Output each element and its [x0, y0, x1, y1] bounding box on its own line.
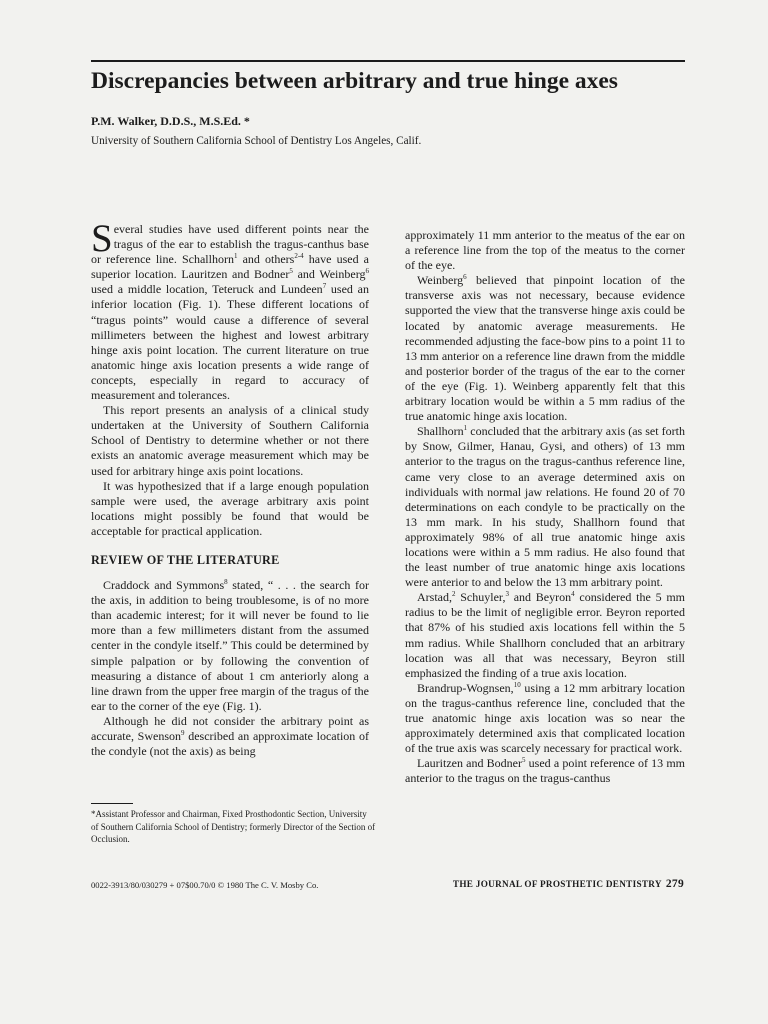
- author-footnote-mark: *: [243, 114, 250, 128]
- body-paragraph: It was hypothesized that if a large enough population sample were used, the average arbitrary axis point locations might possibly be found that would be acceptable for practical application.: [91, 478, 369, 538]
- top-rule: [91, 60, 685, 62]
- citation-ref: 7: [322, 282, 327, 291]
- intro-paragraph: Several studies have used different points near the tragus of the ear to establish the tragus-canthus base or reference line. Schallhorn$^1$ and others$^{2-4}$ have used a superior location. Lauritzen and Bodner$^5$ and Weinberg$^6$ used a middle location, Teteruck and Lundeen$^7$ used an inferior location (Fig. 1). These different locations of “tragus points” would cause a difference of several millimeters between the highest and lowest arbitrary hinge axis point location. The current literature on true anatomic hinge axis location presents a wide range of concepts, especially in regard to accuracy of measurement and tolerances.: [91, 217, 370, 403]
- journal-name: THE JOURNAL OF PROSTHETIC DENTISTRY: [452, 879, 662, 889]
- author-footnote: *Assistant Professor and Chairman, Fixed Prosthodontic Section, University of Southern California School of Dentistry; formerly Director of the Section of Occlusion.: [91, 809, 376, 844]
- author-line: [91, 113, 250, 129]
- copyright-line: 0022-3913/80/030279 + 07$00.70/0 © 1980 The C. V. Mosby Co.: [91, 880, 319, 890]
- body-paragraph: Although he did not consider the arbitrary point as accurate, Swenson$^9$ described an approximate location of the condyle (not the axis) as being: [91, 713, 370, 759]
- citation-ref: 6: [365, 267, 369, 276]
- footnote-rule: [91, 803, 133, 804]
- citation-ref: 2-4: [294, 252, 304, 261]
- right-column: [405, 228, 685, 786]
- body-paragraph: approximately 11 mm anterior to the meatus of the ear on a reference line from the top of the meatus to the corner of the eye.: [405, 228, 685, 273]
- citation-ref: 10: [513, 680, 521, 689]
- drop-cap: S: [91, 217, 113, 260]
- citation-ref: 8: [224, 578, 228, 587]
- author-affiliation: University of Southern California School of Dentistry Los Angeles, Calif.: [91, 135, 422, 147]
- section-heading: REVIEW OF THE LITERATURE: [91, 552, 280, 567]
- citation-ref: 4: [571, 590, 575, 599]
- citation-ref: 5: [521, 756, 526, 765]
- body-paragraph: Craddock and Symmons$^8$ stated, “ . . . the search for the axis, in addition to being troublesome, is of no more than academic interest; for it will never be found to lie more than a few millimeters distant from the assumed center in the condyle itself.” This could be determined by simple palpation or by following the convention of measuring a distance of about 1 cm anteriorly along a line drawn from the upper free margin of the tragus of the ear to the corner of the eye (Fig. 1).: [91, 578, 369, 713]
- body-paragraph: Arstad,$^2$ Schuyler,$^3$ and Beyron$^4$ considered the 5 mm radius to be the limit of negligible error. Beyron reported that 87% of his studied axis locations fell within the 5 mm radius. While Shallhorn concluded that an arbitrary location was all that was necessary, Beyron still emphasized the finding of a true axis location.: [405, 590, 686, 680]
- body-paragraph: This report presents an analysis of a clinical study undertaken at the University of Southern California School of Dentistry to determine whether or not there exists an anatomic average measurement which may be used for arbitrary hinge axis point locations.: [91, 403, 369, 478]
- body-paragraph: Weinberg$^6$ believed that pinpoint location of the transverse axis was not necessary, because evidence supported the view that the transverse hinge axis could be located by anatomic average measurements. He recommended adjusting the face-bow pins to a point 11 to 13 mm anterior on a reference line drawn from the middle and posterior border of the tragus of the ear to the corner of the eye (Fig. 1). Weinberg apparently felt that this arbitrary location would be within a 5 mm radius of the true anatomic hinge axis location.: [405, 273, 685, 424]
- citation-ref: 3: [505, 590, 509, 599]
- citation-ref: 5: [289, 267, 293, 276]
- body-paragraph: Brandrup-Wognsen,$^{10}$ using a 12 mm arbitrary location on the tragus-canthus reference line, concluded that the true anatomic hinge axis location was so near the approximately determined axis that complicated location of the true axis was scarcely necessary for practical work.: [405, 680, 685, 756]
- citation-ref: 2: [452, 590, 456, 599]
- citation-ref: 9: [181, 729, 185, 737]
- citation-ref: 1: [233, 252, 238, 261]
- left-column: [91, 217, 370, 759]
- body-paragraph: Lauritzen and Bodner$^5$ used a point reference of 13 mm anterior to the tragus on the tragus-canthus: [405, 756, 685, 786]
- body-paragraph: Shallhorn$^1$ concluded that the arbitrary axis (as set forth by Snow, Gilmer, Hanau, Gysi, and others) of 13 mm anterior to the tragus on the tragus-canthus reference line, came very close to an average determined axis on individuals with normal jaw relations. He found 20 of 70 determinations on each condyle to be practically on the 13 mm mark. In his study, Shallhorn found that approximately 98% of all true anatomic hinge axis locations were within a 5 mm radius. He also found that the least number of true anatomic hinge axis locations were anterior to and below the 13 mm arbitrary point.: [405, 424, 685, 590]
- running-footer: [453, 877, 684, 891]
- page-number: 279: [665, 878, 684, 890]
- citation-ref: 1: [463, 424, 468, 433]
- author-name: P.M. Walker, D.D.S., M.S.Ed.: [91, 114, 241, 128]
- article-title: Discrepancies between arbitrary and true hinge axes: [91, 68, 618, 94]
- citation-ref: 6: [463, 273, 467, 282]
